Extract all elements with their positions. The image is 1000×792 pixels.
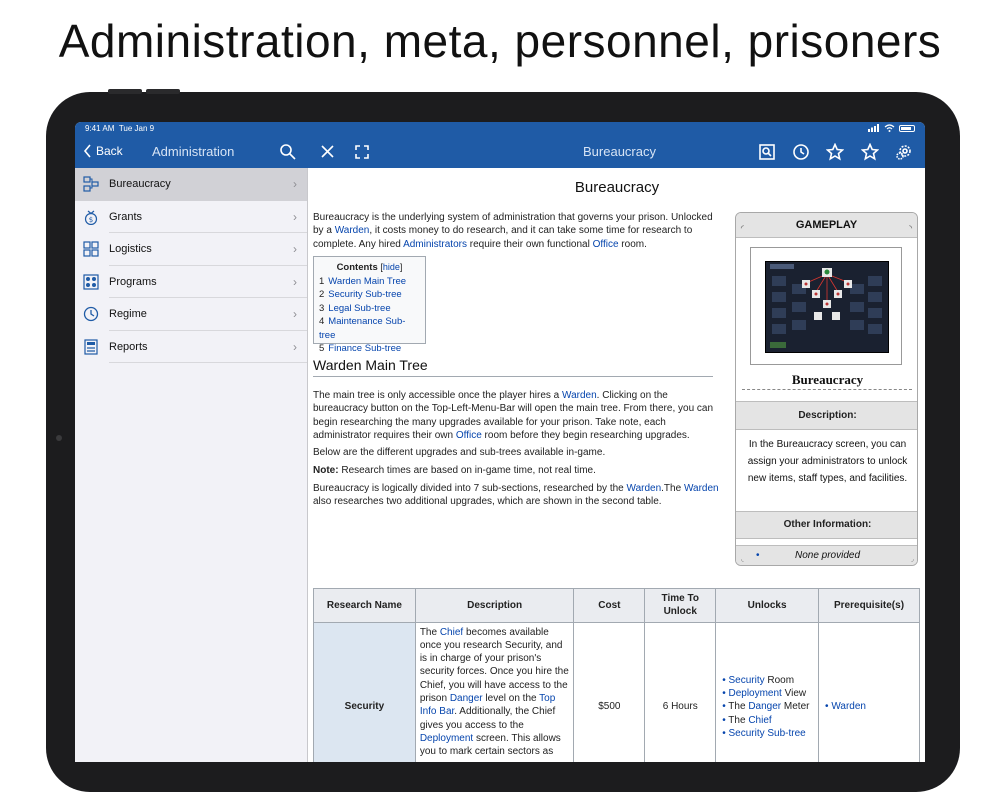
top-info-bar-link[interactable]: Top Info Bar — [419, 693, 556, 718]
deployment-link[interactable]: Deployment — [419, 732, 474, 744]
toc-item[interactable]: 5 Finance Sub-tree — [319, 343, 402, 354]
chevron-right-icon: › — [293, 177, 297, 191]
wifi-icon — [884, 124, 895, 132]
unlock-item: • Deployment View — [722, 687, 814, 700]
warden-link[interactable]: Warden — [562, 390, 597, 401]
volume-button — [146, 89, 180, 94]
bureaucracy-screenshot — [765, 261, 889, 353]
sidebar-item-label: Bureaucracy — [109, 178, 171, 190]
sidebar-item-label: Reports — [109, 340, 148, 353]
page-search-icon[interactable] — [758, 143, 776, 161]
table-of-contents — [313, 256, 426, 354]
research-name-cell: Security — [314, 622, 416, 762]
sidebar-item-reports[interactable] — [75, 331, 307, 364]
status-time: 9:41 AM Tue Jan 9 — [85, 124, 155, 133]
warden-link[interactable]: Warden — [334, 225, 370, 237]
prerequisite-cell — [819, 622, 920, 762]
sidebar-item-programs[interactable] — [75, 266, 307, 299]
chevron-right-icon: › — [293, 209, 297, 224]
unlock-item: • Security Room — [722, 674, 814, 687]
article-title: Bureaucracy — [574, 179, 660, 196]
bureaucracy-icon — [83, 176, 99, 192]
toc-item[interactable]: 1 Warden Main Tree — [319, 275, 407, 287]
administrators-link[interactable]: Administrators — [403, 238, 467, 250]
intro-paragraph: Bureaucracy is the underlying system of administration that governs your prison. Unlocked by a Warden, it costs money to do research, and it can take some time for research to complete. Any hired Administrators require their own functional Office room. — [313, 212, 713, 250]
sidebar-item-label: Logistics — [109, 243, 152, 255]
sidebar-item-label: Regime — [109, 308, 147, 320]
programs-icon — [83, 274, 99, 290]
chief-link[interactable]: Chief — [748, 714, 772, 726]
sidebar-item-logistics[interactable] — [75, 233, 307, 266]
unlock-item — [722, 727, 814, 740]
sidebar-item-grants[interactable] — [75, 201, 307, 234]
star-icon[interactable] — [861, 143, 879, 161]
office-link[interactable]: Office — [455, 429, 482, 441]
warden-link[interactable]: Warden — [683, 483, 719, 494]
camera-dot — [56, 435, 62, 441]
cost-cell: $500 — [574, 622, 645, 762]
app-screen — [75, 122, 925, 762]
security-link[interactable]: Security — [728, 674, 765, 686]
main-tree-paragraph: The main tree is only accessible once the player hires a Warden. Clicking on the bureaucracy button on the Top-Left-Menu-Bar will open the main tree. From there, you can begin researching the many upgrades available for your prison. Take note, each administrator requires their own Office room before they begin researching upgrades. — [313, 390, 714, 441]
history-icon[interactable] — [792, 143, 810, 161]
toc-item[interactable]: 3 Legal Sub-tree — [319, 302, 391, 314]
chevron-right-icon: › — [293, 242, 297, 256]
close-icon[interactable] — [319, 143, 337, 161]
back-button[interactable] — [83, 144, 123, 158]
unlock-item: • The Danger Meter — [722, 700, 814, 713]
danger-link[interactable]: Danger — [748, 701, 782, 713]
infobox-description: In the Bureaucracy screen, you can assign your administrators to unlock new items, staff types, and facilities. — [747, 439, 908, 484]
unlock-item: • The Chief — [722, 714, 814, 727]
divider — [109, 362, 307, 363]
deployment-link[interactable]: Deployment — [728, 688, 782, 700]
back-label: Back — [96, 144, 123, 158]
security-subtree-link[interactable]: Security Sub-tree — [728, 728, 806, 740]
infobox-caption: Bureaucracy — [791, 372, 864, 387]
sidebar-item-label: Programs — [109, 275, 157, 288]
column-header: Time To Unlock — [645, 589, 716, 623]
star-outline-icon[interactable] — [826, 143, 844, 161]
column-header: Prerequisite(s) — [819, 589, 920, 623]
section-heading: Warden Main Tree — [313, 359, 713, 377]
warden-link[interactable]: Warden — [626, 483, 662, 494]
chevron-right-icon: › — [293, 339, 297, 354]
search-icon[interactable] — [279, 143, 297, 161]
status-bar — [75, 122, 925, 136]
toc-hide-link[interactable]: hide — [382, 262, 400, 272]
subsections-paragraph: Bureaucracy is logically divided into 7 sub-sections, researched by the Warden.The Warden also researches two additional upgrades, which are shown in the second table. — [313, 483, 719, 508]
chevron-right-icon: › — [293, 274, 297, 289]
page-headline: Administration, meta, personnel, prisoners — [58, 15, 942, 67]
table-row — [314, 622, 920, 762]
divider — [742, 389, 912, 390]
sidebar-item-label: Grants — [109, 210, 143, 223]
regime-icon — [83, 306, 99, 322]
research-table — [313, 588, 920, 762]
reports-icon — [83, 339, 99, 355]
warden-link[interactable]: Warden — [831, 701, 866, 713]
fullscreen-icon[interactable] — [353, 143, 371, 161]
settings-icon[interactable] — [895, 143, 913, 161]
grants-icon — [83, 209, 99, 225]
toc-item[interactable]: 4 Maintenance Sub-tree — [319, 316, 406, 341]
column-header: Unlocks — [716, 589, 819, 623]
page-title: Bureaucracy — [583, 144, 656, 159]
column-header: Description — [415, 589, 574, 623]
table-header-row — [314, 589, 920, 623]
toc-title: Contents [hide] — [336, 262, 403, 273]
sidebar-title: Administration — [152, 144, 235, 159]
upgrades-paragraph: Below are the different upgrades and sub-trees available in-game. — [313, 447, 606, 458]
other-info-heading: Other Information: — [736, 511, 918, 539]
svg-text:$: $ — [88, 215, 94, 224]
logistics-icon — [83, 241, 99, 257]
prerequisite-item — [825, 700, 915, 713]
infobox-header: ◜ GAMEPLAY ◝ — [736, 213, 917, 238]
sidebar-item-regime[interactable] — [75, 298, 307, 331]
sidebar-item-bureaucracy[interactable] — [75, 168, 307, 201]
chief-link[interactable]: Chief — [439, 626, 464, 638]
column-header: Cost — [574, 589, 645, 623]
note-paragraph: Note: Research times are based on in-game time, not real time. — [313, 465, 596, 476]
bureaucracy-tree-image — [766, 262, 888, 352]
description-cell: The Chief becomes available once you research Security, and is in charge of your prison's security forces. Once you hire the Chief, you will have access to the prison Danger level on the Top Info Bar. Additionally, the Chief gives you access to the Deployment screen. This allows you to mark certain sectors as — [415, 622, 574, 762]
chevron-left-icon — [83, 144, 92, 158]
chevron-right-icon: › — [293, 307, 297, 321]
column-header: Research Name — [314, 589, 416, 623]
other-info-value: ◟ • None provided ◞ — [736, 545, 918, 566]
unlocks-cell — [716, 622, 819, 762]
infobox-image[interactable] — [750, 247, 902, 365]
danger-link[interactable]: Danger — [449, 693, 483, 705]
time-cell: 6 Hours — [645, 622, 716, 762]
battery-icon — [899, 125, 915, 132]
navigation-bar — [75, 136, 925, 168]
volume-button — [108, 89, 142, 94]
signal-icon — [868, 124, 880, 132]
article-content — [309, 168, 925, 762]
gameplay-infobox — [735, 212, 918, 566]
office-link[interactable]: Office — [592, 238, 619, 250]
sidebar — [75, 168, 308, 762]
description-heading: Description: — [736, 401, 918, 430]
toc-item[interactable]: 2 Security Sub-tree — [319, 289, 402, 300]
